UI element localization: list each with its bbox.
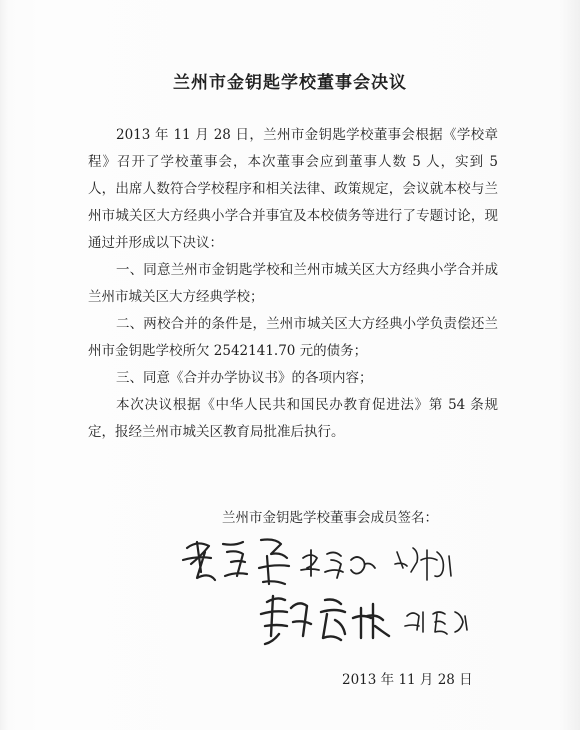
document-date: 2013 年 11 月 28 日 — [342, 672, 473, 688]
paragraph-basis: 本次决议根据《中华人民共和国民办教育促进法》第 54 条规定，报经兰州市城关区教育局批准后执行。 — [88, 397, 498, 440]
paragraph-resolution-2: 二、两校合并的条件是，兰州市城关区大方经典小学负责偿还兰州市金钥匙学校所欠 2542141.70 元的债务； — [88, 316, 498, 359]
members-signature-label: 兰州市金钥匙学校董事会成员签名： — [222, 510, 438, 526]
paragraph-resolution-3: 三、同意《合并办学协议书》的各项内容； — [116, 370, 373, 386]
signature-3 — [395, 548, 451, 580]
signature-1 — [183, 540, 289, 585]
handwritten-signatures — [175, 530, 495, 660]
document-title: 兰州市金钥匙学校董事会决议 — [173, 73, 407, 93]
signature-5 — [405, 612, 467, 634]
paragraph-resolution-1: 一、同意兰州市金钥匙学校和兰州市城关区大方经典小学合并成兰州市城关区大方经典学校； — [88, 262, 498, 305]
signature-4 — [261, 596, 389, 644]
signature-2 — [301, 550, 375, 578]
document-body — [88, 122, 498, 446]
paragraph-intro: 2013 年 11 月 28 日，兰州市金钥匙学校董事会根据《学校章程》召开了学校董事会，本次董事会应到董事人数 5 人，实到 5 人，出席人数符合学校程序和相关法律、政策规定，会议就本校与兰州市城关区大方经典小学合并事宜及本校债务等进行了专题讨论，现通过并形成以下决议： — [88, 127, 498, 251]
